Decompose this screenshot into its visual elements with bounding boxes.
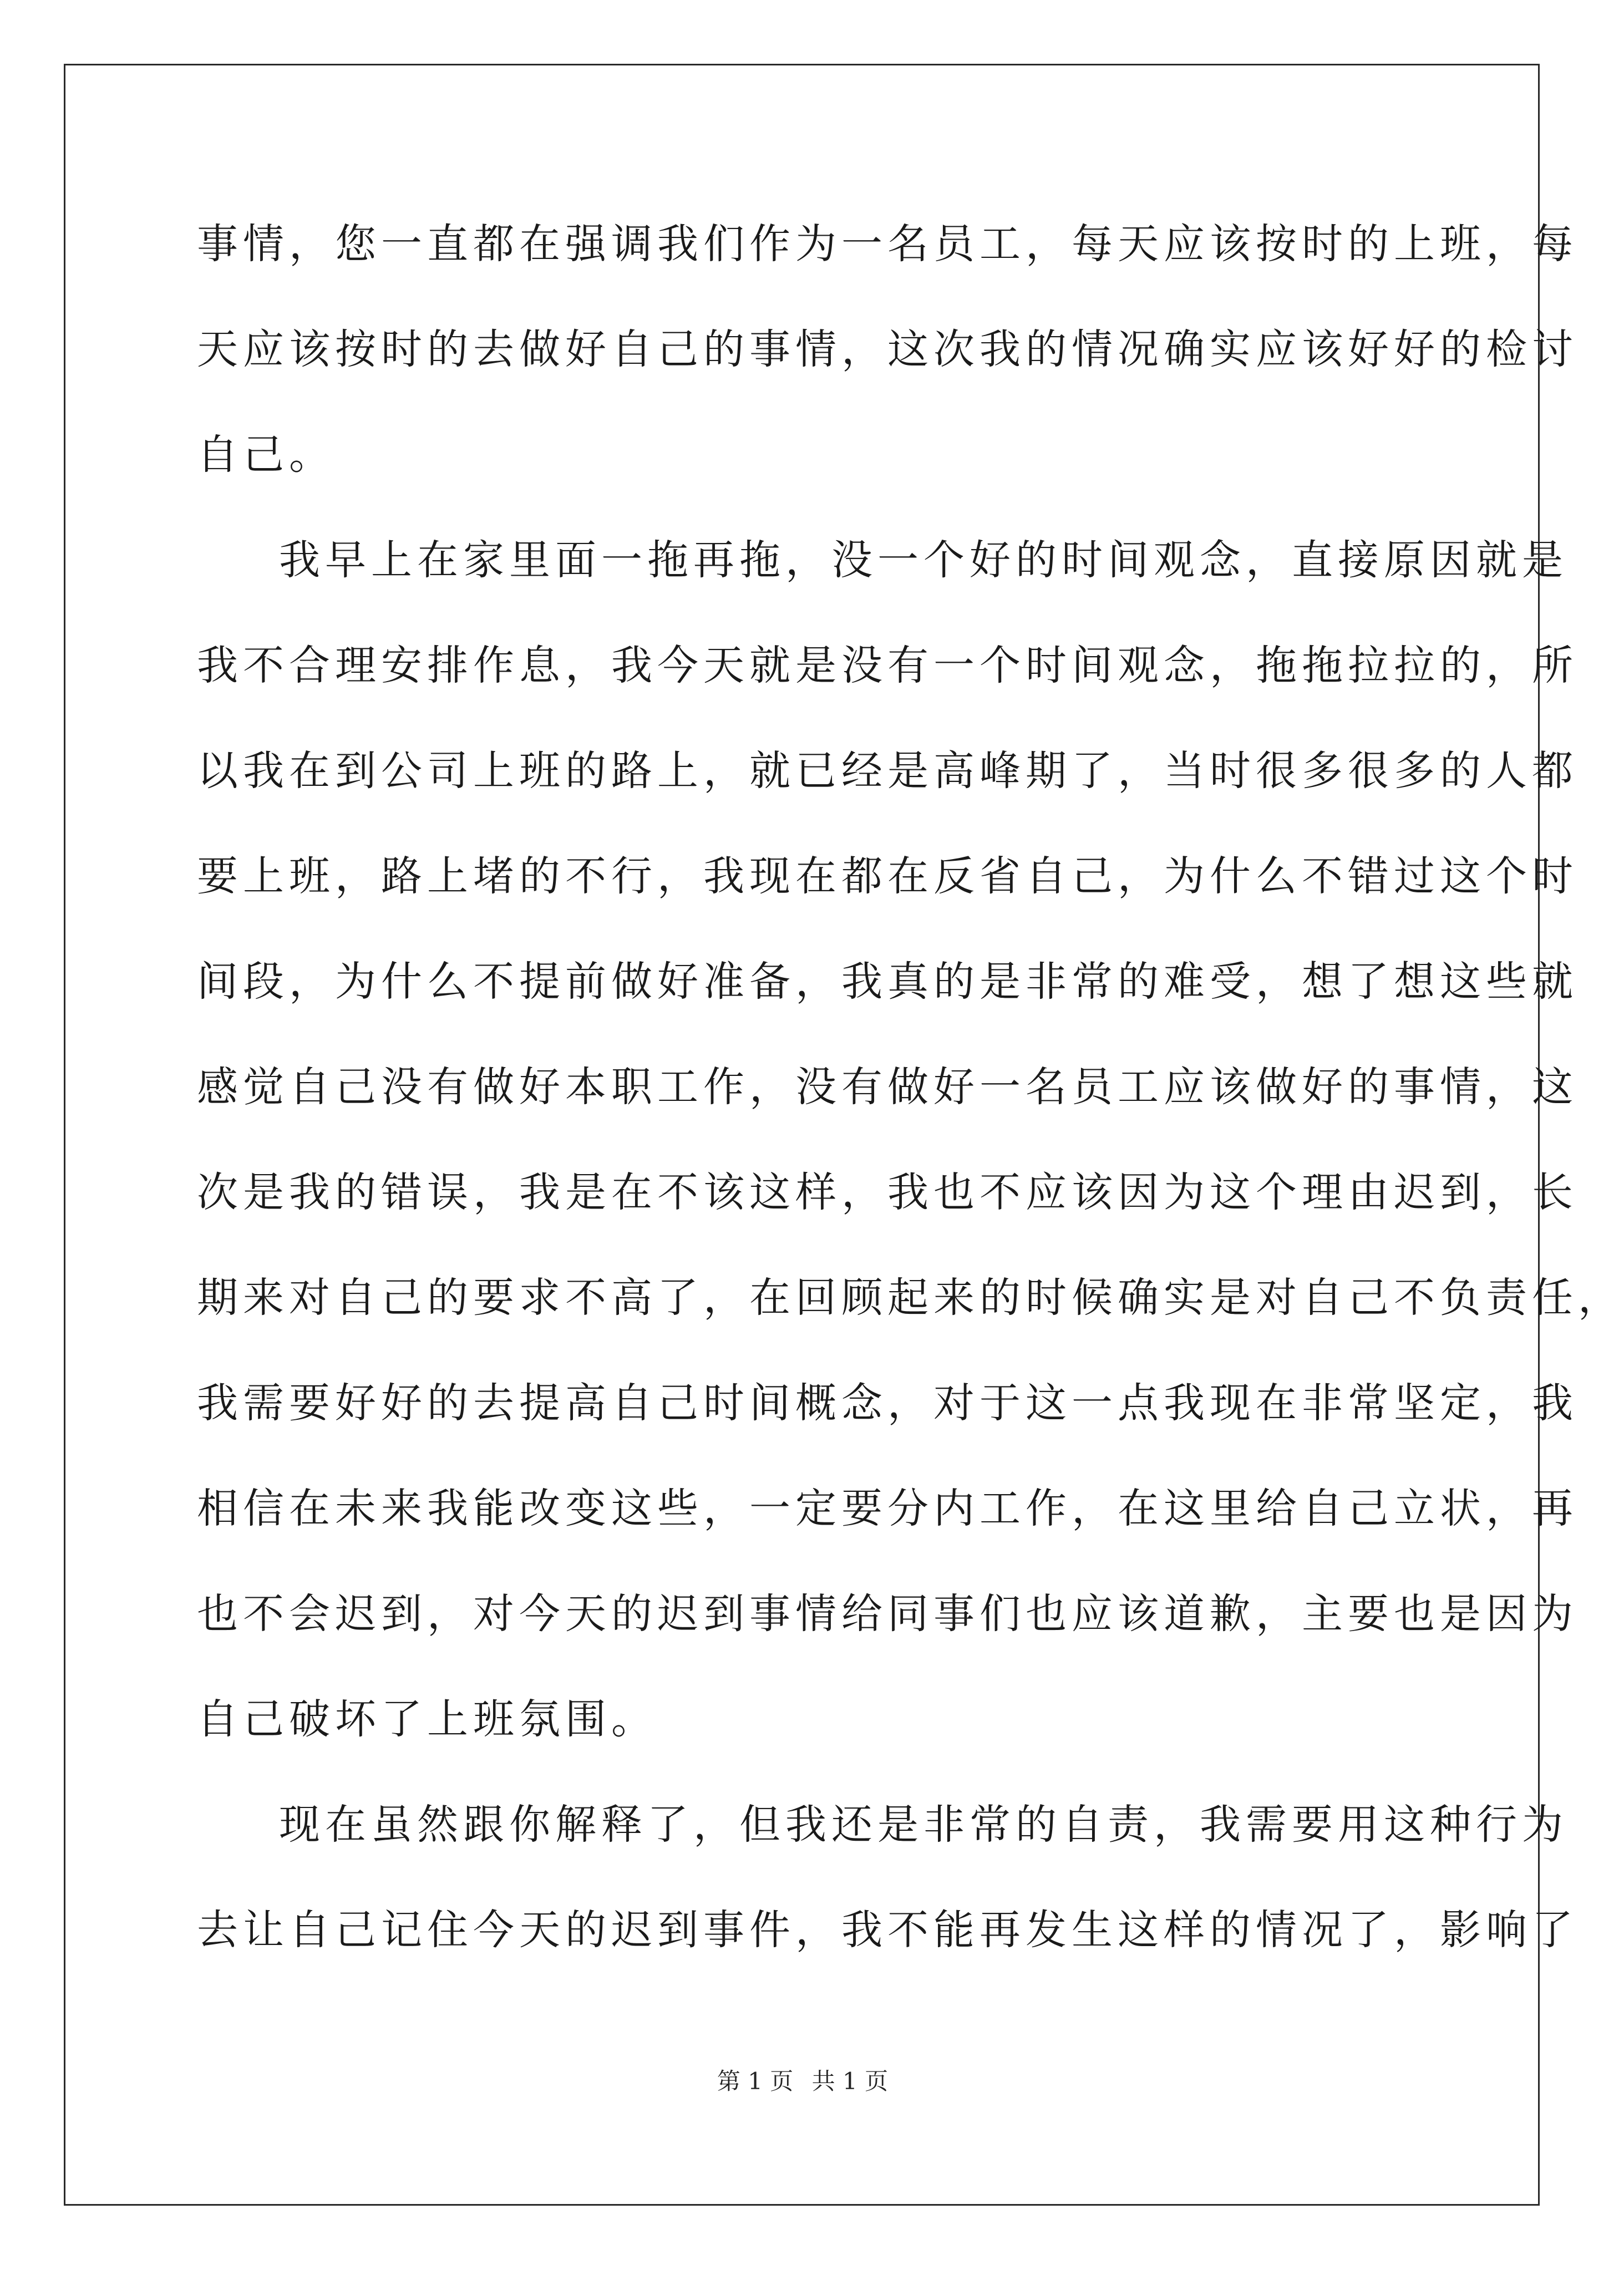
paragraph [197,1791,1578,2002]
text-line: 我不合理安排作息，我今天就是没有一个时间观念，拖拖拉拉的，所 [197,642,1578,689]
text-line: 间段，为什么不提前做好准备，我真的是非常的难受，想了想这些就 [197,958,1578,1005]
paragraph [197,527,1624,1791]
text-line: 自己。 [197,431,335,479]
page-total: 共 1 页 [811,2068,889,2095]
text-line: 我早上在家里面一拖再拖，没一个好的时间观念，直接原因就是 [279,536,1568,584]
text-line: 去让自己记住今天的迟到事件，我不能再发生这样的情况了，影响了 [197,1906,1578,1954]
page-number: 第 1 页 [717,2068,794,2095]
text-line: 次是我的错误，我是在不该这样，我也不应该因为这个理由迟到，长 [197,1169,1578,1216]
text-line: 期来对自己的要求不高了，在回顾起来的时候确实是对自己不负责任， [197,1274,1624,1322]
text-line: 感觉自己没有做好本职工作，没有做好一名员工应该做好的事情，这 [197,1063,1578,1111]
page-footer [0,2063,1605,2096]
document-body [197,211,1624,2002]
text-line: 天应该按时的去做好自己的事情，这次我的情况确实应该好好的检讨 [197,326,1578,373]
paragraph [197,211,1578,527]
text-line: 也不会迟到，对今天的迟到事情给同事们也应该道歉，主要也是因为 [197,1590,1578,1638]
text-line: 要上班，路上堵的不行，我现在都在反省自己，为什么不错过这个时 [197,852,1578,900]
text-line: 现在虽然跟你解释了，但我还是非常的自责，我需要用这种行为 [279,1801,1568,1848]
text-line: 自己破坏了上班氛围。 [197,1695,657,1743]
text-line: 相信在未来我能改变这些，一定要分内工作，在这里给自己立状，再 [197,1485,1578,1532]
text-line: 事情，您一直都在强调我们作为一名员工，每天应该按时的上班，每 [197,220,1578,268]
text-line: 我需要好好的去提高自己时间概念，对于这一点我现在非常坚定，我 [197,1379,1578,1427]
text-line: 以我在到公司上班的路上，就已经是高峰期了，当时很多很多的人都 [197,747,1578,795]
